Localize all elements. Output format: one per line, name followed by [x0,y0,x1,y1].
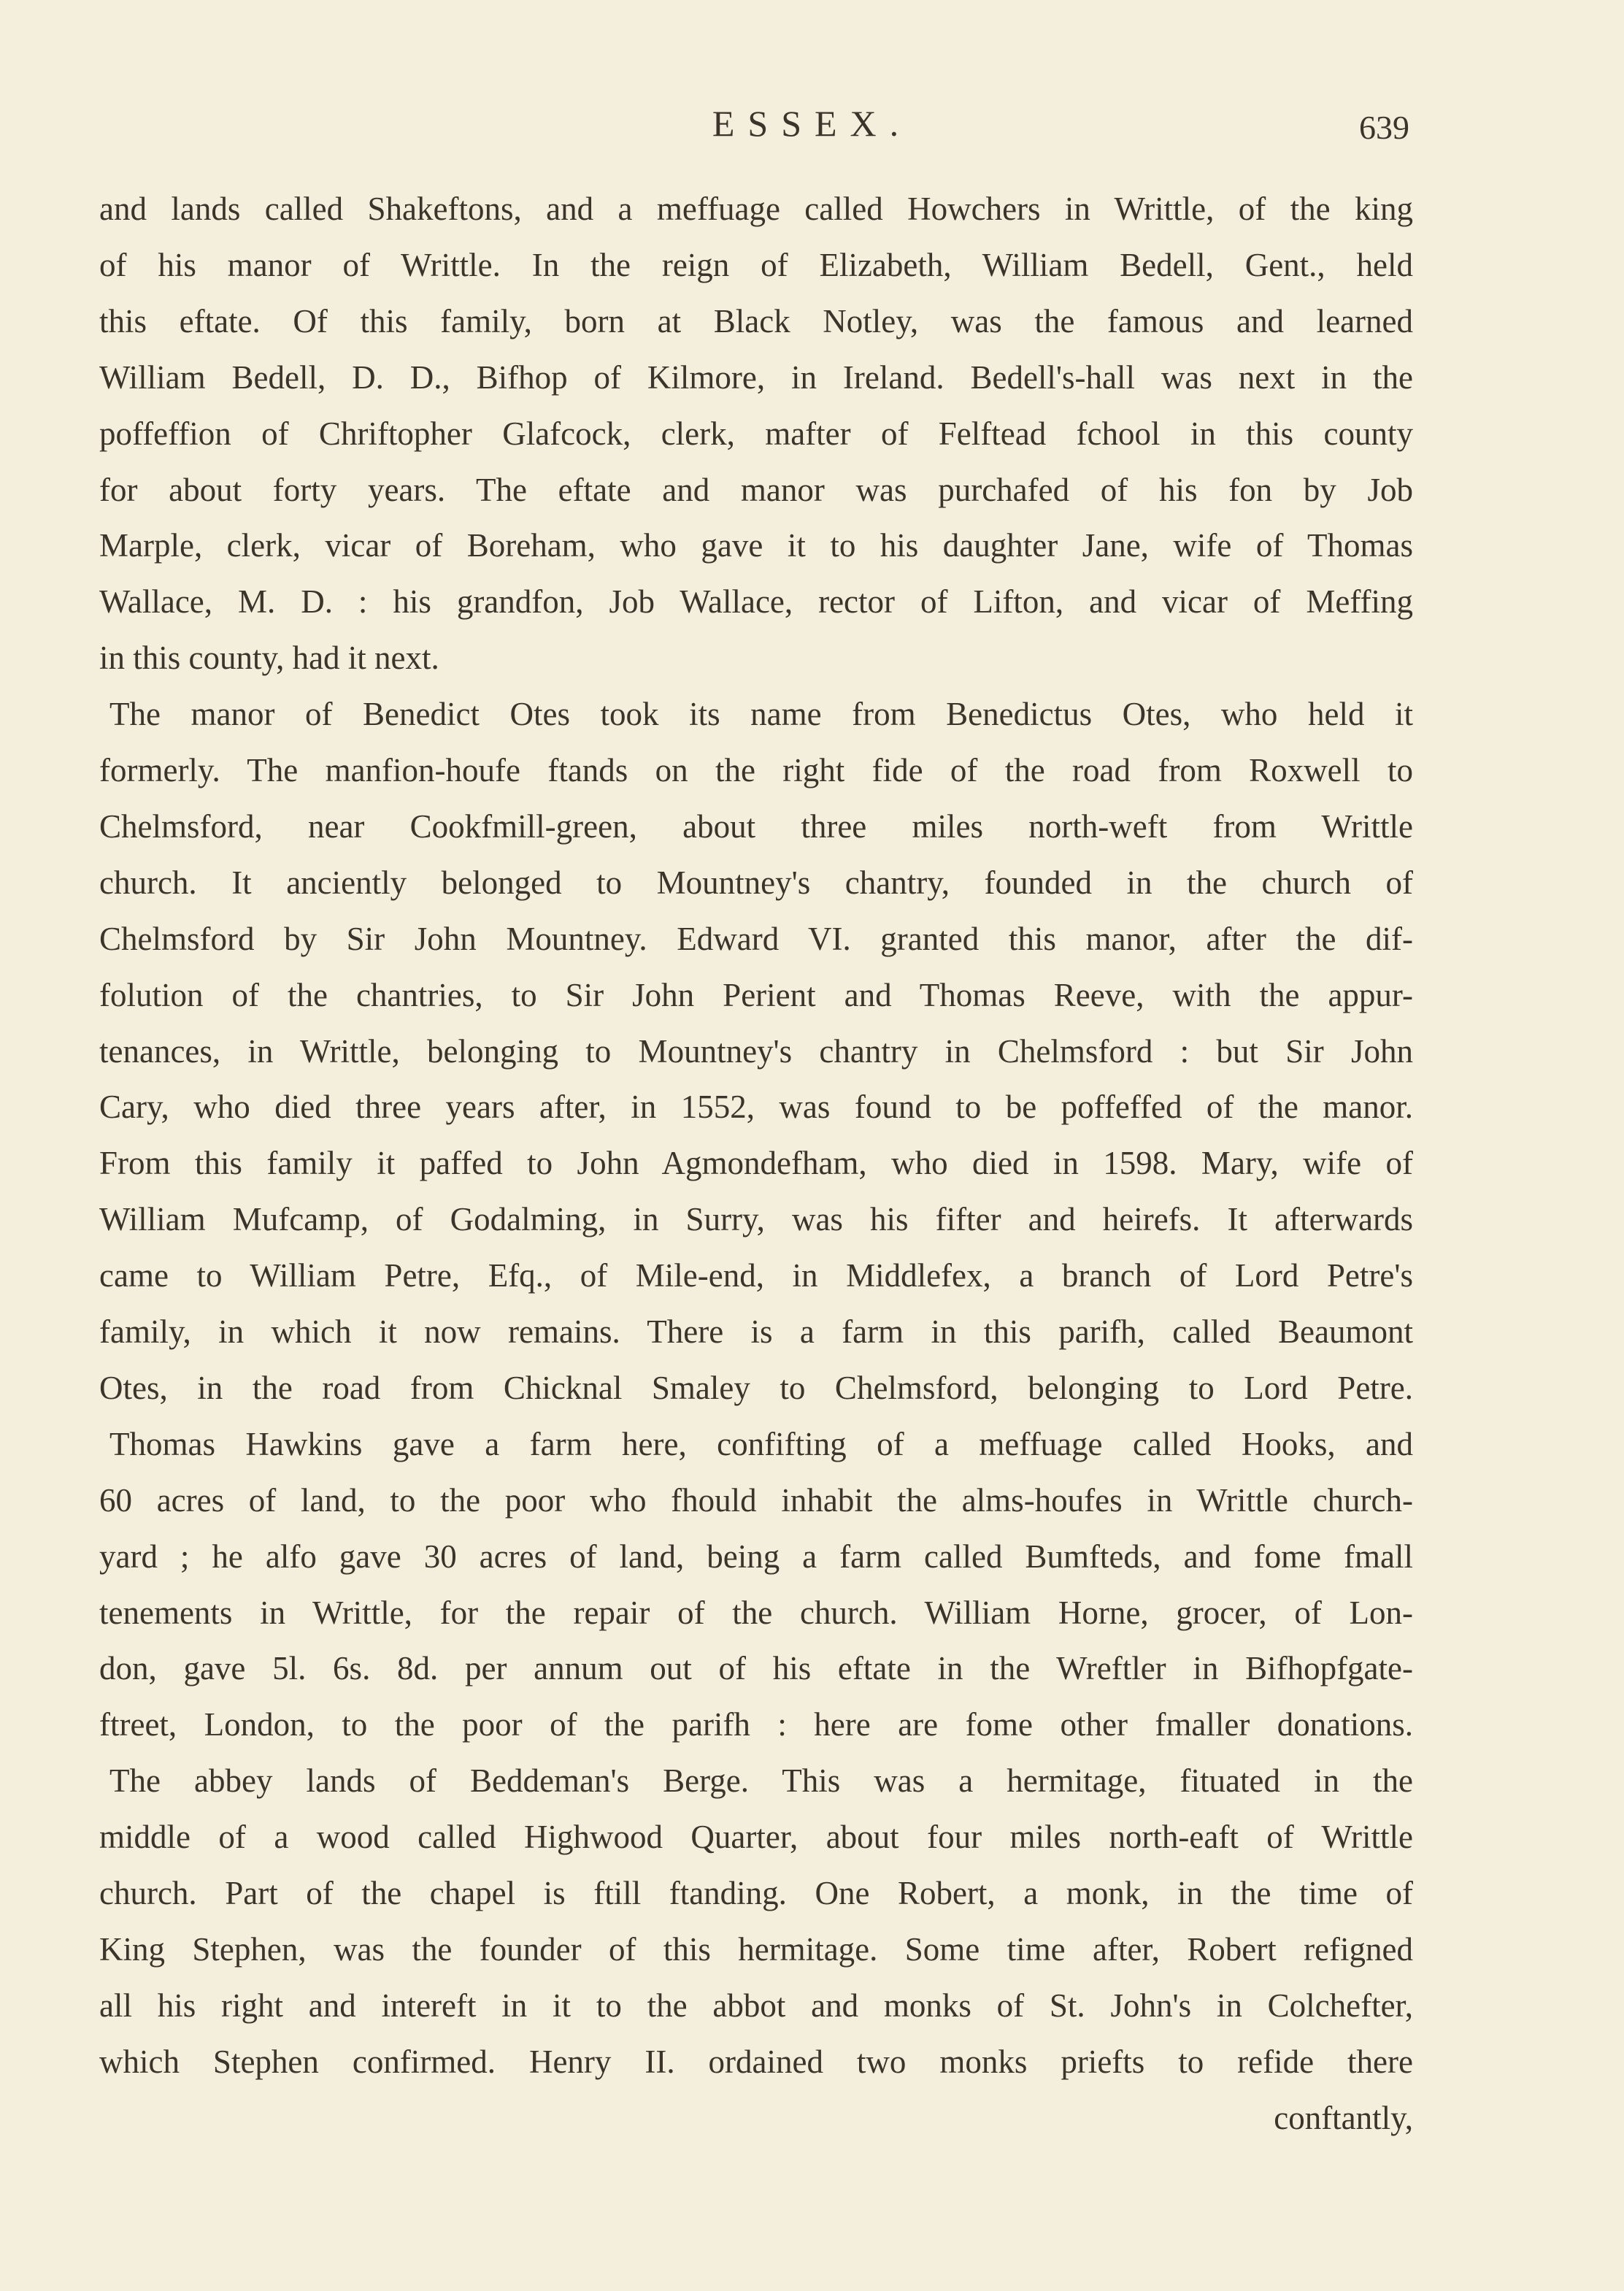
text-line: came to William Petre, Efq., of Mile-end, in Middlefex, a branch of Lord Petre's [99,1257,1413,1294]
text-line: conftantly, [1274,2099,1413,2136]
text-line: this eftate. Of this family, born at Black Notley, was the famous and learned [99,302,1413,339]
text-line: Marple, clerk, vicar of Boreham, who gave it to his daughter Jane, wife of Thomas [99,527,1413,564]
page-number: 639 [1359,109,1409,146]
text-line: formerly. The manfion-houfe ftands on the right fide of the road from Roxwell to [99,752,1413,788]
text-line: Chelmsford, near Cookfmill-green, about three miles north-weft from Writtle [99,807,1413,845]
text-line: and lands called Shakeftons, and a meffuage called Howchers in Writtle, of the king [99,191,1413,227]
text-line: William Mufcamp, of Godalming, in Surry, was his fifter and heirefs. It afterwards [99,1201,1413,1238]
text-line: The abbey lands of Beddeman's Berge. This was a hermitage, fituated in the [109,1762,1413,1800]
text-line: King Stephen, was the founder of this hermitage. Some time after, Robert refigned [99,1930,1413,1968]
text-line: which Stephen confirmed. Henry II. ordained two monks priefts to refide there [99,2043,1413,2080]
text-line: Chelmsford by Sir John Mountney. Edward VI. granted this manor, after the dif- [99,920,1413,957]
text-line: church. Part of the chapel is ftill ftanding. One Robert, a monk, in the time of [99,1875,1413,1911]
text-line: From this family it paffed to John Agmondefham, who died in 1598. Mary, wife of [99,1145,1413,1182]
text-line: Thomas Hawkins gave a farm here, confifting of a meffuage called Hooks, and [109,1425,1413,1462]
text-line: William Bedell, D. D., Bifhop of Kilmore, in Ireland. Bedell's-hall was next in the [99,358,1413,396]
text-line: in this county, had it next. [99,640,439,677]
text-line: Otes, in the road from Chicknal Smaley to Chelmsford, belonging to Lord Petre. [99,1369,1413,1406]
text-line: for about forty years. The eftate and manor was purchafed of his fon by Job [99,471,1413,508]
text-line: middle of a wood called Highwood Quarter, about four miles north-eaft of Writtle [99,1819,1413,1856]
text-line: tenements in Writtle, for the repair of the church. William Horne, grocer, of Lon- [99,1594,1413,1631]
text-line: folution of the chantries, to Sir John Perient and Thomas Reeve, with the appur- [99,976,1413,1013]
text-line: all his right and intereft in it to the abbot and monks of St. John's in Colchefter, [99,1987,1413,2024]
text-line: family, in which it now remains. There is a farm in this parifh, called Beaumont [99,1313,1413,1350]
text-line: ftreet, London, to the poor of the parifh : here are fome other fmaller donations. [99,1706,1413,1743]
text-line: don, gave 5l. 6s. 8d. per annum out of his eftate in the Wreftler in Bifhopfgate- [99,1650,1413,1687]
text-line: Cary, who died three years after, in 1552, was found to be poffeffed of the manor. [99,1089,1413,1126]
text-line: The manor of Benedict Otes took its name from Benedictus Otes, who held it [109,696,1413,733]
text-line: 60 acres of land, to the poor who fhould inhabit the alms-houfes in Writtle church- [99,1481,1413,1519]
text-line: yard ; he alfo gave 30 acres of land, being a farm called Bumfteds, and fome fmall [99,1538,1413,1575]
text-line: Wallace, M. D. : his grandfon, Job Wallace, rector of Lifton, and vicar of Meffing [99,583,1413,621]
text-line: poffeffion of Chriftopher Glafcock, clerk, mafter of Felftead fchool in this county [99,415,1413,452]
text-line: tenances, in Writtle, belonging to Mountney's chantry in Chelmsford : but Sir John [99,1032,1413,1070]
text-line: church. It anciently belonged to Mountney's chantry, founded in the church of [99,864,1413,901]
running-head: ESSEX. [712,103,912,144]
text-line: of his manor of Writtle. In the reign of Elizabeth, William Bedell, Gent., held [99,246,1413,283]
